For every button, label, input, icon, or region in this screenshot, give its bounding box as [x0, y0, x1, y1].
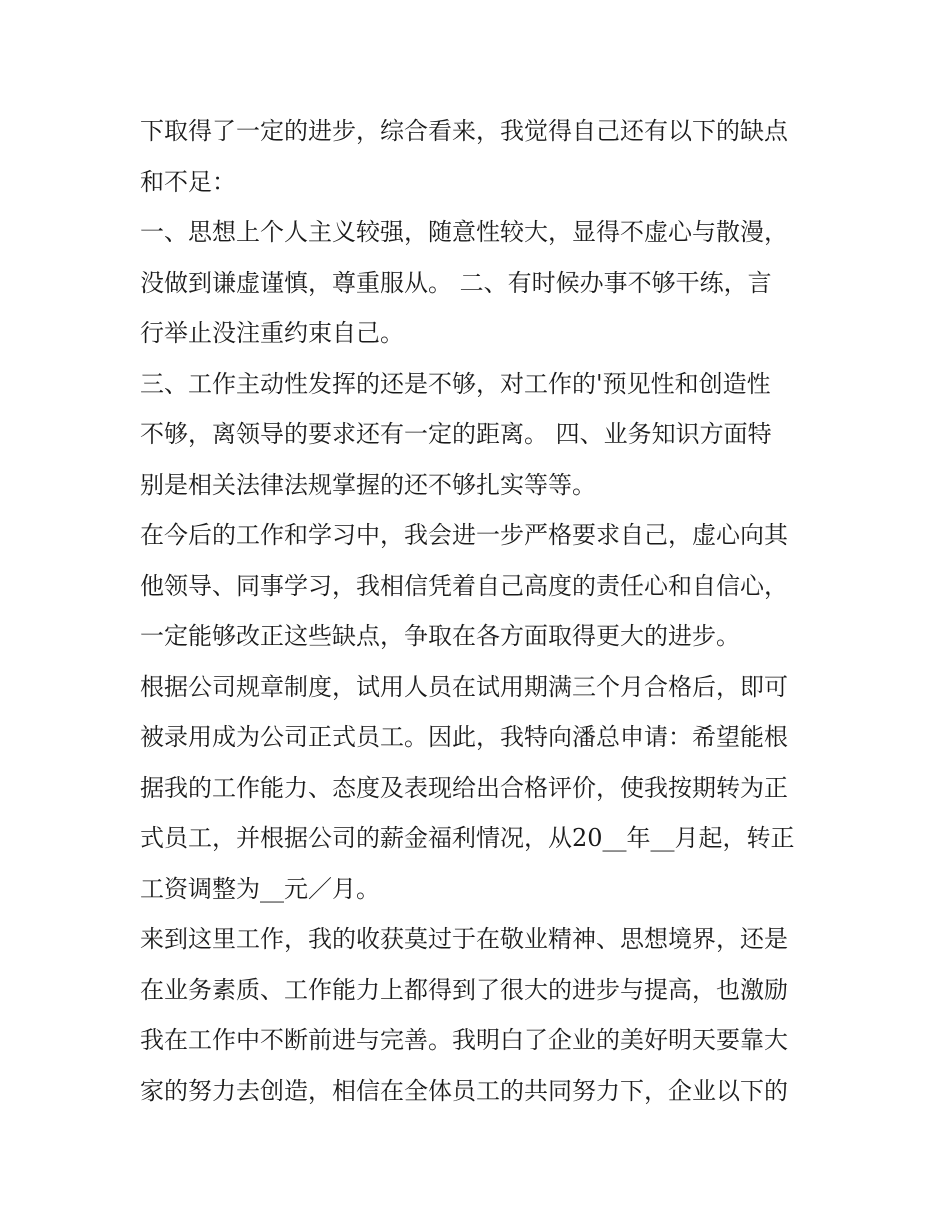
text-line: 被录用成为公司正式员工。因此，我特向潘总申请：希望能根: [140, 723, 788, 751]
text-line: 来到这里工作，我的收获莫过于在敬业精神、思想境界，还是: [140, 925, 788, 953]
text-line: 没做到谦虚谨慎，尊重服从。 二、有时候办事不够干练，言: [140, 268, 772, 297]
text-line: 行举止没注重约束自己。: [140, 319, 404, 347]
text-line: 式员工，并根据公司的薪金福利情况，从20__年__月起，转正: [140, 824, 795, 852]
text-line: 他领导、同事学习，我相信凭着自己高度的责任心和自信心，: [140, 571, 788, 600]
text-line: 三、工作主动性发挥的还是不够，对工作的'预见性和创造性: [140, 369, 771, 398]
text-line: 根据公司规章制度，试用人员在试用期满三个月合格后，即可: [140, 672, 788, 701]
text-line: 家的努力去创造，相信在全体员工的共同努力下，企业以下的: [140, 1076, 788, 1105]
text-line: 别是相关法律法规掌握的还不够扎实等等。: [140, 470, 596, 499]
text-line: 在业务素质、工作能力上都得到了很大的进步与提高，也激励: [140, 975, 788, 1004]
text-line: 一、思想上个人主义较强，随意性较大，显得不虚心与散漫，: [140, 218, 788, 246]
text-line: 据我的工作能力、态度及表现给出合格评价，使我按期转为正: [140, 773, 788, 802]
text-line: 一定能够改正这些缺点，争取在各方面取得更大的进步。: [140, 622, 740, 650]
text-line: 下取得了一定的进步，综合看来，我觉得自己还有以下的缺点: [140, 117, 788, 145]
document-body: [140, 106, 820, 1116]
text-line: 不够，离领导的要求还有一定的距离。 四、业务知识方面特: [140, 420, 772, 448]
text-line: 在今后的工作和学习中，我会进一步严格要求自己，虚心向其: [140, 521, 788, 549]
text-line: 我在工作中不断前进与完善。我明白了企业的美好明天要靠大: [140, 1026, 788, 1054]
text-line: 和不足：: [140, 167, 236, 196]
text-line: 工资调整为__元／月。: [140, 874, 380, 903]
